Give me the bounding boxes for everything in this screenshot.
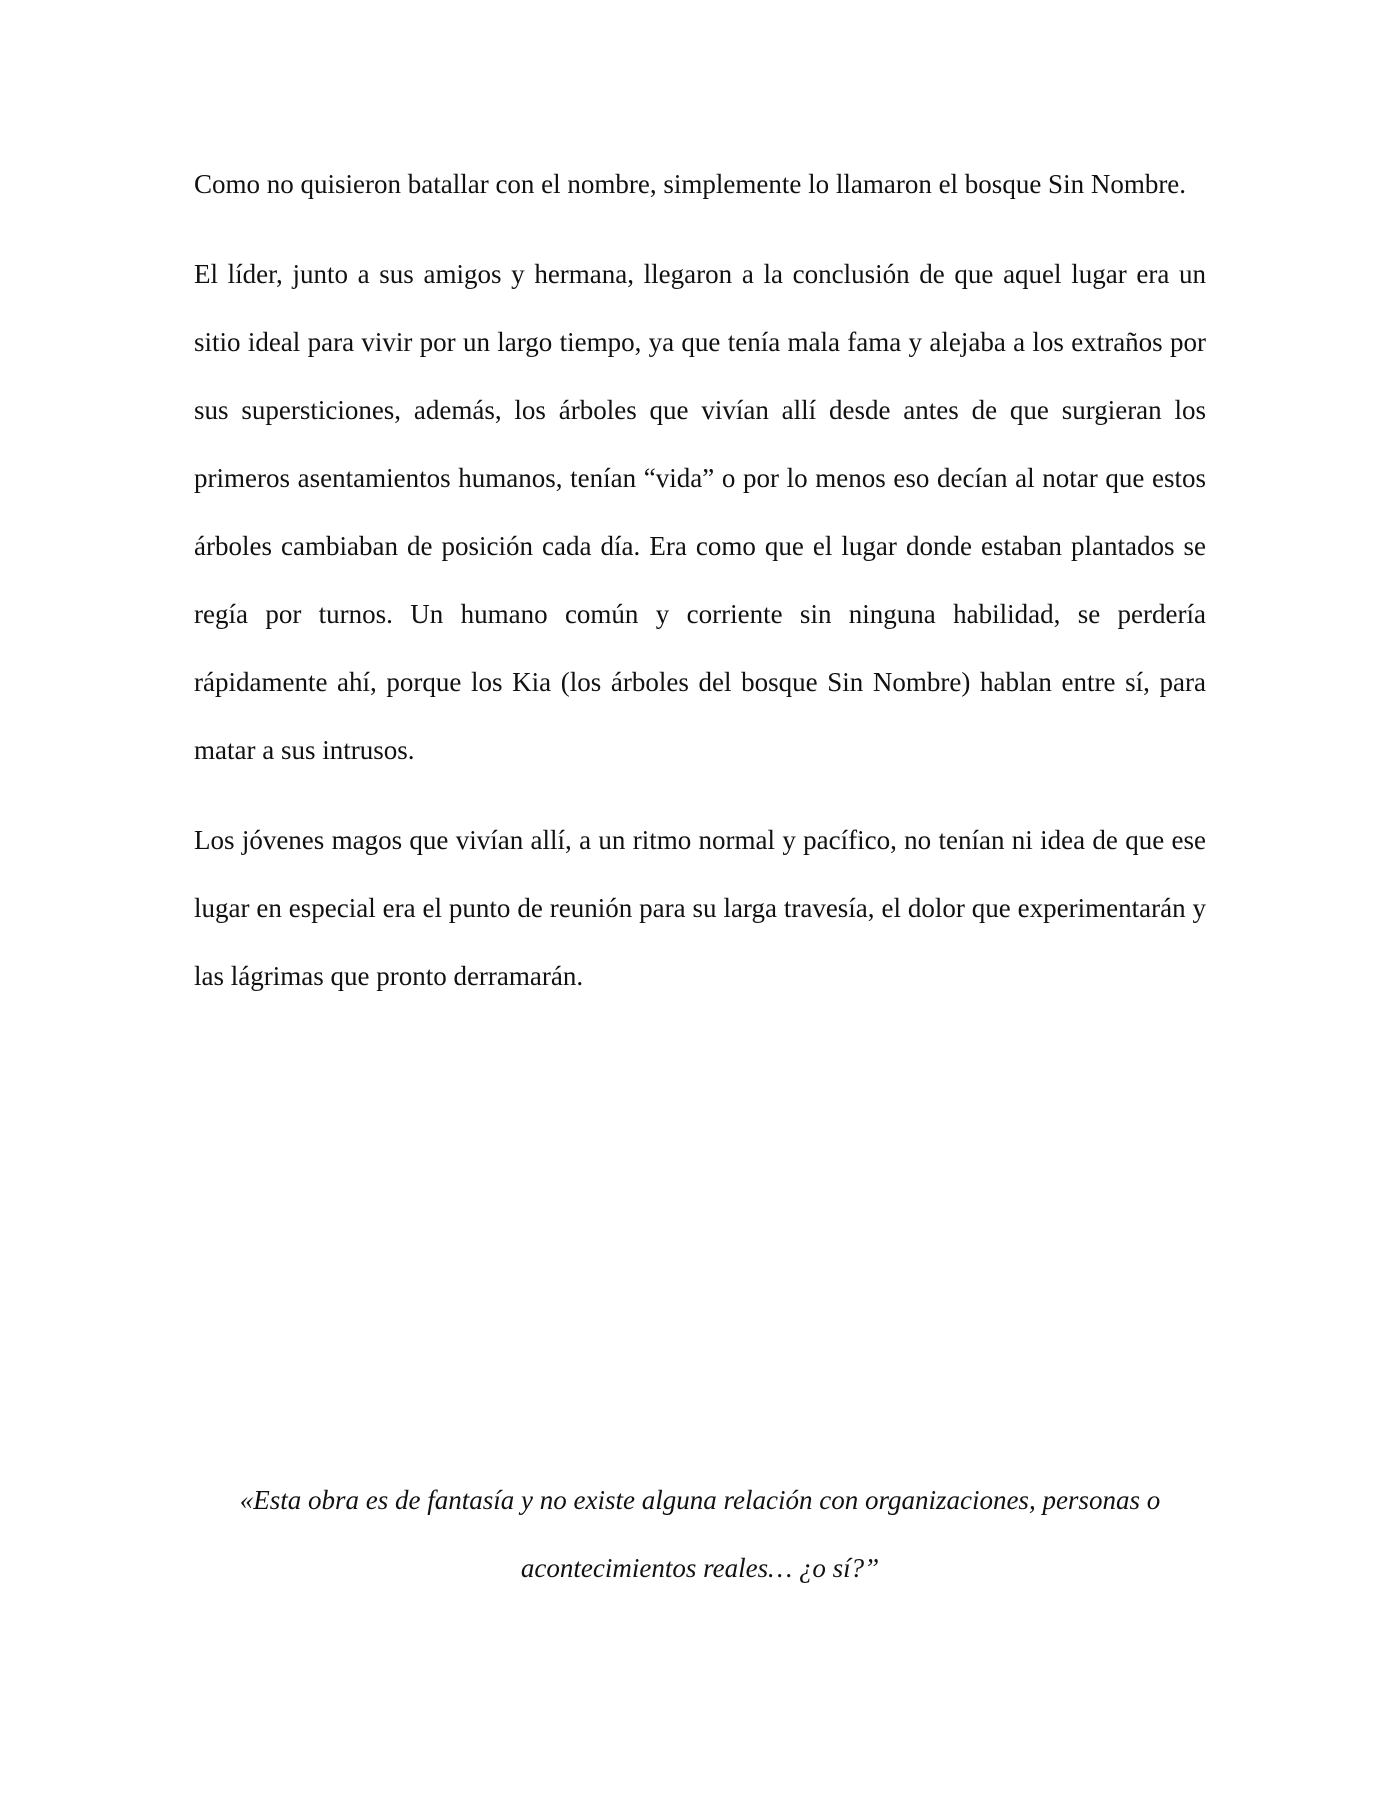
paragraph-1: Como no quisieron batallar con el nombre, simplemente lo llamaron el bosque Sin Nombre. xyxy=(194,169,1187,199)
paragraph-3: Los jóvenes magos que vivían allí, a un ritmo normal y pacífico, no tenían ni idea de que ese lugar en especial era el punto de reunión para su larga travesía, el dolor que experimentarán y las lágrimas que pronto derramarán. xyxy=(194,825,1206,991)
epigraph-text: «Esta obra es de fantasía y no existe alguna relación con organizaciones, personas o acontecimientos reales… ¿o sí?” xyxy=(239,1485,1161,1583)
epigraph xyxy=(194,1466,1206,1602)
body-text xyxy=(194,150,1206,1032)
paragraph-2: El líder, junto a sus amigos y hermana, llegaron a la conclusión de que aquel lugar era un sitio ideal para vivir por un largo tiempo, ya que tenía mala fama y alejaba a los extraños por sus supersticiones, además, los árboles que vivían allí desde antes de que surgieran los primeros asentamientos humanos, tenían “vida” o por lo menos eso decían al notar que estos árboles cambiaban de posición cada día. Era como que el lugar donde estaban plantados se regía por turnos. Un humano común y corriente sin ninguna habilidad, se perdería rápidamente ahí, porque los Kia (los árboles del bosque Sin Nombre) hablan entre sí, para matar a sus intrusos. xyxy=(194,259,1206,765)
